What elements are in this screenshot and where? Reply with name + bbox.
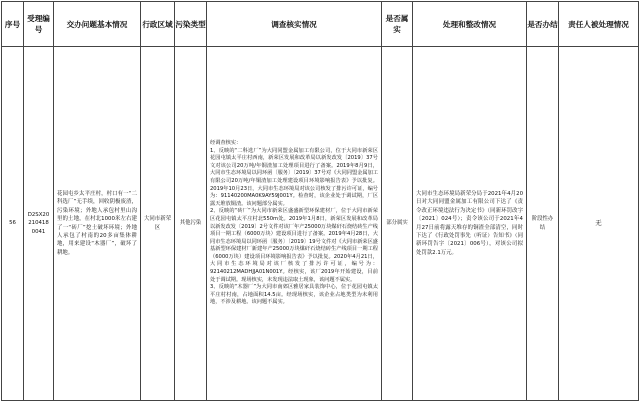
header-code: 受理编号 — [24, 2, 54, 47]
cell-issue: 花园屯乡太平庄村，村口有一“二科选厂”无手续，回收阴极废渣，污染环境；外地人承包村里山沟里的土地，在村北1000米左右建了一“砖厂”挖土破坏环境；外地人承包了村南的20多亩集体耕地，用来建设“木器厂”，破坏了耕地。 — [54, 47, 141, 401]
cell-district: 大同市新荣区 — [141, 47, 175, 401]
header-closed: 是否办结 — [527, 2, 559, 47]
cell-seq: 56 — [2, 47, 24, 401]
cell-findings: 经调查核实： 1、反映的“二科选厂”为大同同盟金属加工有限公司，位于大同市新荣区花园屯镇太平庄村西南，新荣区发展和改革局以新发改发〔2019〕37号文对该公司20万吨/年铜渣加工处理项目进行了备案。2019年8月9日，大同市生态环境局以同环函〔服务〕〔2019〕37号对《大同同盟金属加工有限公司20万吨/年铜渣加工处理建设项目环境影响报告表》予以批复。2019年10月23日，大同市生态环境局对该公司核发了排污许可证，编号为：91140200MA0K9AY59J001Y。检查时，该企业处于调试期，厂区露天堆放铜渣。该问题部分属实。 2、反映的“砖厂”为大同市新荣区盛盛新型环保建材厂，位于大同市新荣区花园屯镇太平庄村北550m处。2019年1月8日，新荣区发展和改革局以新发改发〔2019〕2号文件对该厂年产25000万块煤矸石烧结砖生产线项目一期工程（6000万块）建设项目进行了备案。2019年4月28日，大同市生态环境局以同环函〔服务〕〔2019〕19号文件对《大同市新荣区盛基新型环保建材厂新建年产25000万块煤矸石烧结砖生产线项目一期工程（6000万块）建设项目环境影响报告表》予以批复。2020年4月21日，大同市生态环境局对该厂核发了排污许可证，编号为：92140212MADHJJA01N001Y。经核实，该厂2019年开始建设，目前处于调试期。现场核实，未发现违法取土现象，该问题不属实。 3、反映的“木器厂”为大同市南郊区雅居家具装饰中心，位于花园屯镇太平庄村村南，占地面积14.5亩。经现场核实，该企业占地类型为未利用地，不涉及耕地。该问题不属实。 — [207, 47, 382, 401]
header-seq: 序号 — [2, 2, 24, 47]
header-row — [2, 2, 639, 47]
cell-pollution: 其他污染 — [175, 47, 207, 401]
cell-accountability: 无 — [559, 47, 639, 401]
header-district: 行政区域 — [141, 2, 175, 47]
complaint-table — [1, 1, 639, 401]
header-verified: 是否属实 — [382, 2, 413, 47]
table-row — [2, 47, 639, 401]
header-findings: 调查核实情况 — [207, 2, 382, 47]
cell-handling: 大同市生态环境局新荣分局于2021年4月20日对大同同盟金属加工有限公司下达了《责令改正环境违法行为决定书》（同新环罚改字〔2021〕024号）；责令该公司于2021年4月27日前将露天堆存的铜渣全部清空，同时下达了《行政处罚事先（听证）告知书》（同新环罚告字〔2021〕006号），对该公司拟处罚款2.1万元。 — [413, 47, 527, 401]
cell-code: D2SX202104180041 — [24, 47, 54, 401]
cell-verified: 部分属实 — [382, 47, 413, 401]
cell-closed: 阶段性办结 — [527, 47, 559, 401]
header-pollution: 污染类型 — [175, 2, 207, 47]
header-accountability: 责任人被处理情况 — [559, 2, 639, 47]
header-issue: 交办问题基本情况 — [54, 2, 141, 47]
header-handling: 处理和整改情况 — [413, 2, 527, 47]
